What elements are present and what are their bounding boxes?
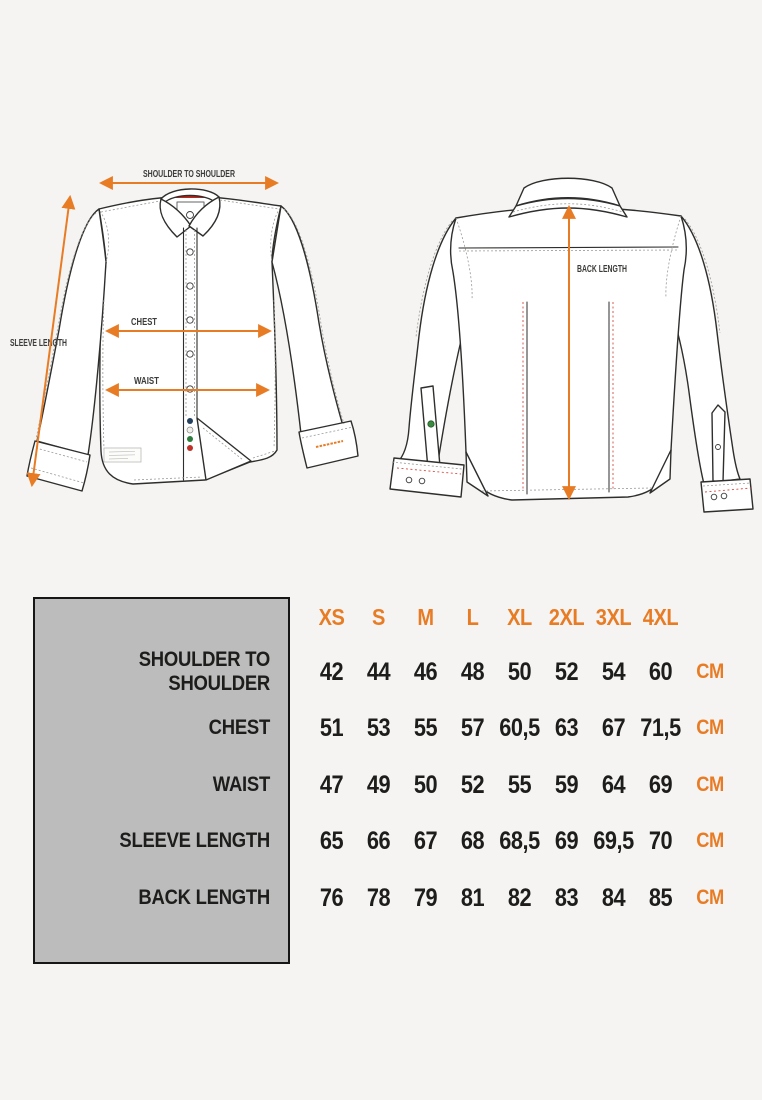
value-cell: 52 — [460, 770, 485, 799]
back-right-sleeve-placket — [712, 405, 725, 482]
value-cell: 60,5 — [499, 713, 540, 742]
value-cell: 68,5 — [499, 826, 540, 855]
value-cell: 47 — [319, 770, 344, 799]
table-header-row — [0, 603, 762, 631]
value-cell: 79 — [413, 883, 438, 912]
value-cell: 69 — [648, 770, 673, 799]
size-column-header-xl: XL — [507, 603, 532, 630]
value-cell: 67 — [601, 713, 626, 742]
value-cell: 51 — [319, 713, 344, 742]
value-cell: 69,5 — [593, 826, 634, 855]
value-cell: 59 — [554, 770, 579, 799]
side-hem-label — [104, 448, 141, 462]
front-right-sleeve — [272, 206, 343, 434]
value-cell: 50 — [413, 770, 438, 799]
shoulder-to-shoulder-label: SHOULDER TO SHOULDER — [143, 168, 236, 180]
table-row-shoulder — [0, 648, 762, 695]
green-placket-button — [428, 421, 434, 427]
value-cell: 52 — [554, 657, 579, 686]
value-cell: 82 — [507, 883, 532, 912]
value-cell: 42 — [319, 657, 344, 686]
value-cell: 65 — [319, 826, 344, 855]
value-cell: 53 — [366, 713, 391, 742]
size-column-header-l: L — [466, 603, 479, 630]
value-cell: 44 — [366, 657, 391, 686]
size-column-header-2xl: 2XL — [548, 603, 585, 630]
front-left-sleeve — [37, 209, 106, 455]
value-cell: 85 — [648, 883, 673, 912]
size-column-header-m: M — [417, 603, 434, 630]
value-cell: 64 — [601, 770, 626, 799]
value-cell: 67 — [413, 826, 438, 855]
row-label: BACK LENGTH — [138, 886, 270, 909]
value-cell: 81 — [460, 883, 485, 912]
value-cell: 76 — [319, 883, 344, 912]
value-cell: 68 — [460, 826, 485, 855]
back-left-cuff — [390, 458, 464, 497]
value-cell: 55 — [413, 713, 438, 742]
value-cell: 57 — [460, 713, 485, 742]
table-row-sleeve-length — [0, 827, 762, 855]
shirt-front-drawing — [27, 189, 358, 491]
row-label: SLEEVE LENGTH — [119, 829, 270, 852]
table-row-waist — [0, 771, 762, 799]
value-cell: 84 — [601, 883, 626, 912]
value-cell: 50 — [507, 657, 532, 686]
unit-label: CM — [696, 773, 724, 796]
value-cell: 78 — [366, 883, 391, 912]
value-cell: 49 — [366, 770, 391, 799]
unit-label: CM — [696, 829, 724, 852]
waist-label: WAIST — [134, 375, 160, 387]
unit-label: CM — [696, 660, 724, 683]
table-row-chest — [0, 714, 762, 742]
value-cell: 71,5 — [640, 713, 681, 742]
value-cell: 60 — [648, 657, 673, 686]
value-cell: 46 — [413, 657, 438, 686]
size-column-header-s: S — [372, 603, 385, 630]
value-cell: 70 — [648, 826, 673, 855]
chest-label: CHEST — [131, 316, 158, 328]
table-row-back-length — [0, 884, 762, 912]
size-column-header-xs: XS — [318, 603, 345, 630]
value-cell: 63 — [554, 713, 579, 742]
unit-label: CM — [696, 716, 724, 739]
row-label: SHOULDER TO SHOULDER — [138, 648, 270, 695]
size-column-header-3xl: 3XL — [595, 603, 632, 630]
row-label: CHEST — [208, 716, 270, 739]
row-label: WAIST — [212, 773, 270, 796]
value-cell: 54 — [601, 657, 626, 686]
value-cell: 83 — [554, 883, 579, 912]
shirt-back-drawing — [390, 178, 753, 512]
unit-label: CM — [696, 886, 724, 909]
value-cell: 55 — [507, 770, 532, 799]
size-column-header-4xl: 4XL — [642, 603, 679, 630]
sleeve-length-label: SLEEVE LENGTH — [10, 337, 67, 349]
value-cell: 66 — [366, 826, 391, 855]
value-cell: 69 — [554, 826, 579, 855]
value-cell: 48 — [460, 657, 485, 686]
back-length-label: BACK LENGTH — [577, 263, 627, 275]
